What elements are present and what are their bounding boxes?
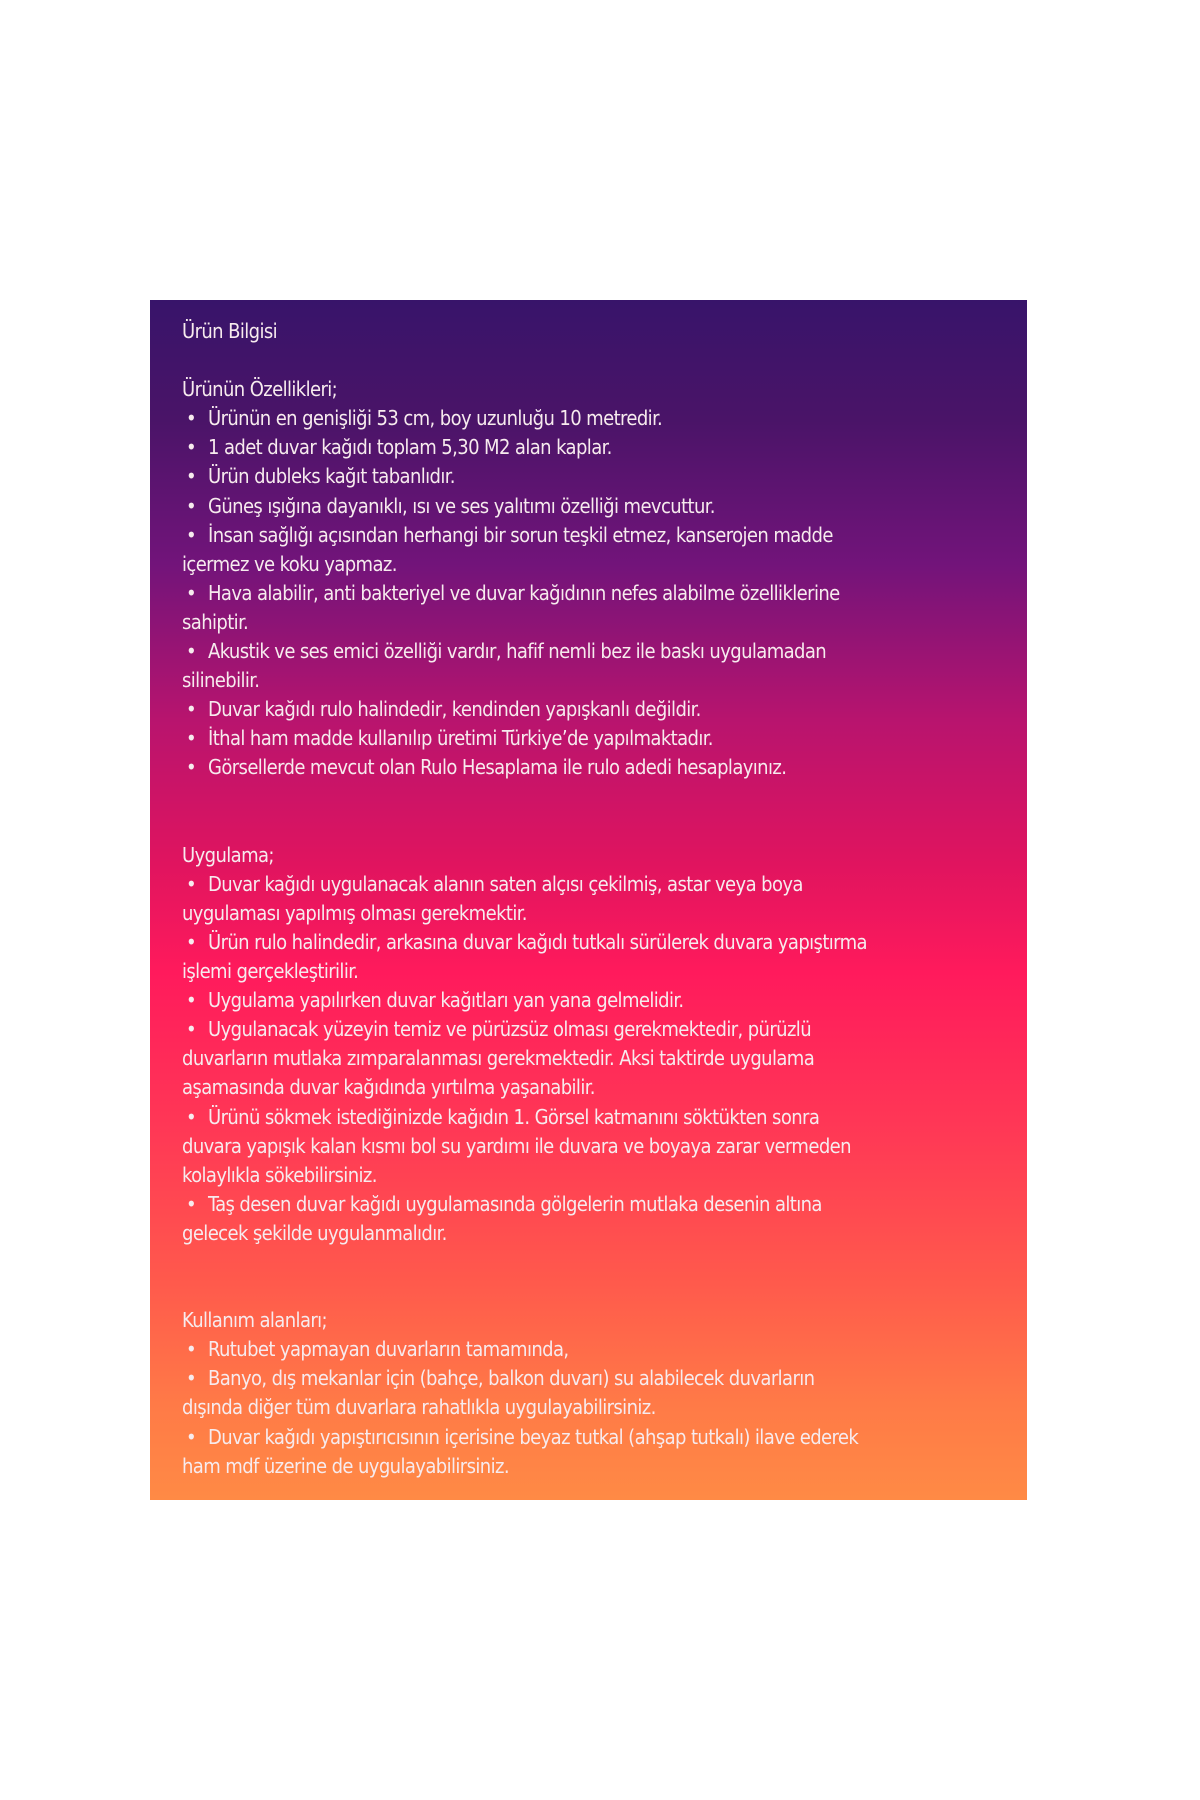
list-item-text: Ürün dubleks kağıt tabanlıdır. [208, 464, 455, 489]
list-item [182, 870, 1007, 928]
list-item-text: Hava alabilir, anti bakteriyel ve duvar kağıdının nefes alabilme özelliklerine [208, 580, 840, 605]
bullet-icon: • [186, 580, 197, 605]
bullet-icon: • [186, 639, 197, 664]
list-item-first-line [182, 986, 1007, 1015]
bullet-icon: • [186, 988, 197, 1013]
spacer [182, 1277, 1007, 1306]
list-item-text: Güneş ışığına dayanıklı, ısı ve ses yalıtımı özelliği mevcuttur. [208, 493, 715, 518]
section-features [182, 375, 1007, 782]
list-item [182, 404, 1007, 433]
list-item [182, 928, 1007, 986]
list-item [182, 695, 1007, 724]
bullet-icon: • [186, 1337, 197, 1362]
bullet-icon: • [186, 726, 197, 751]
list-item-first-line [182, 462, 1007, 491]
bullet-icon: • [186, 755, 197, 780]
bullet-icon: • [186, 1017, 197, 1042]
list-item-first-line [182, 404, 1007, 433]
list-item [182, 724, 1007, 753]
list-item [182, 1103, 1007, 1190]
bullet-icon: • [186, 406, 197, 431]
list-item-first-line [182, 695, 1007, 724]
list-item [182, 1190, 1007, 1248]
bullet-icon: • [186, 522, 197, 547]
list-item-continuation: aşamasında duvar kağıdında yırtılma yaşanabilir. [182, 1075, 595, 1100]
list-item-text: İthal ham madde kullanılıp üretimi Türkiye’de yapılmaktadır. [208, 726, 713, 751]
list-item-continuation: gelecek şekilde uygulanmalıdır. [182, 1220, 447, 1245]
product-info-content [182, 317, 1007, 1481]
list-item-first-line [182, 928, 1007, 957]
bullet-icon: • [186, 435, 197, 460]
list-item-continuation: sahiptir. [182, 609, 249, 634]
bullet-icon: • [186, 1366, 197, 1391]
list-item-text: Görsellerde mevcut olan Rulo Hesaplama ile rulo adedi hesaplayınız. [208, 755, 787, 780]
section-heading: Ürünün Özellikleri; [182, 377, 338, 402]
bullet-icon: • [186, 871, 197, 896]
list-item-continuation: ham mdf üzerine de uygulayabilirsiniz. [182, 1453, 509, 1478]
section-heading: Kullanım alanları; [182, 1308, 328, 1333]
list-item [182, 492, 1007, 521]
list-item [182, 1335, 1007, 1364]
list-item-continuation: işlemi gerçekleştirilir. [182, 959, 359, 984]
spacer [182, 1248, 1007, 1277]
section-application [182, 841, 1007, 1248]
bullet-icon: • [186, 493, 197, 518]
list-item-first-line [182, 724, 1007, 753]
list-item-text: Uygulama yapılırken duvar kağıtları yan yana gelmelidir. [208, 988, 684, 1013]
list-item-continuation: duvara yapışık kalan kısmı bol su yardımı ile duvara ve boyaya zarar vermeden [182, 1133, 851, 1158]
list-item-first-line [182, 753, 1007, 782]
list-item-continuation: dışında diğer tüm duvarlara rahatlıkla uygulayabilirsiniz. [182, 1395, 656, 1420]
spacer [182, 812, 1007, 841]
list-item-text: Akustik ve ses emici özelliği vardır, hafif nemli bez ile baskı uygulamadan [208, 639, 827, 664]
list-item-text: İnsan sağlığı açısından herhangi bir sorun teşkil etmez, kanserojen madde [208, 522, 833, 547]
list-item [182, 1015, 1007, 1102]
spacer [182, 346, 1007, 375]
list-item-first-line [182, 492, 1007, 521]
bullet-icon: • [186, 1191, 197, 1216]
list-item-continuation: uygulaması yapılmış olması gerekmektir. [182, 900, 527, 925]
list-item-first-line [182, 1423, 1007, 1452]
list-item-continuation: içermez ve koku yapmaz. [182, 551, 397, 576]
list-item-first-line [182, 1015, 1007, 1044]
list-item [182, 521, 1007, 579]
list-item-first-line [182, 1364, 1007, 1393]
list-item [182, 462, 1007, 491]
list-item [182, 1364, 1007, 1422]
list-item-first-line [182, 521, 1007, 550]
list-item-first-line [182, 579, 1007, 608]
list-item [182, 433, 1007, 462]
product-info-panel [150, 300, 1027, 1500]
bullet-icon: • [186, 929, 197, 954]
list-item-continuation: silinebilir. [182, 668, 260, 693]
list-item-text: Ürünün en genişliği 53 cm, boy uzunluğu 10 metredir. [208, 406, 663, 431]
section-heading: Uygulama; [182, 842, 274, 867]
list-item-first-line [182, 1103, 1007, 1132]
list-item-text: 1 adet duvar kağıdı toplam 5,30 M2 alan kaplar. [208, 435, 612, 460]
list-item-continuation: kolaylıkla sökebilirsiniz. [182, 1162, 377, 1187]
list-item-first-line [182, 1335, 1007, 1364]
spacer [182, 783, 1007, 812]
list-item-first-line [182, 637, 1007, 666]
list-item-first-line [182, 1190, 1007, 1219]
bullet-icon: • [186, 1424, 197, 1449]
list-item-text: Rutubet yapmayan duvarların tamamında, [208, 1337, 569, 1362]
list-item-text: Banyo, dış mekanlar için (bahçe, balkon duvarı) su alabilecek duvarların [208, 1366, 815, 1391]
list-item [182, 637, 1007, 695]
list-item-text: Taş desen duvar kağıdı uygulamasında gölgelerin mutlaka desenin altına [208, 1191, 822, 1216]
bullet-icon: • [186, 1104, 197, 1129]
document-title: Ürün Bilgisi [182, 319, 278, 343]
list-item-text: Ürün rulo halindedir, arkasına duvar kağıdı tutkalı sürülerek duvara yapıştırma [208, 929, 867, 954]
list-item-first-line [182, 870, 1007, 899]
list-item [182, 986, 1007, 1015]
list-item [182, 1423, 1007, 1481]
list-item-continuation: duvarların mutlaka zımparalanması gerekmektedir. Aksi taktirde uygulama [182, 1046, 815, 1071]
list-item [182, 753, 1007, 782]
list-item [182, 579, 1007, 637]
section-usage-areas [182, 1306, 1007, 1481]
list-item-first-line [182, 433, 1007, 462]
list-item-text: Ürünü sökmek istediğinizde kağıdın 1. Görsel katmanını söktükten sonra [208, 1104, 820, 1129]
bullet-icon: • [186, 464, 197, 489]
list-item-text: Duvar kağıdı uygulanacak alanın saten alçısı çekilmiş, astar veya boya [208, 871, 803, 896]
list-item-text: Duvar kağıdı rulo halindedir, kendinden yapışkanlı değildir. [208, 697, 701, 722]
list-item-text: Duvar kağıdı yapıştırıcısının içerisine beyaz tutkal (ahşap tutkalı) ilave ederek [208, 1424, 859, 1449]
bullet-icon: • [186, 697, 197, 722]
list-item-text: Uygulanacak yüzeyin temiz ve pürüzsüz olması gerekmektedir, pürüzlü [208, 1017, 812, 1042]
